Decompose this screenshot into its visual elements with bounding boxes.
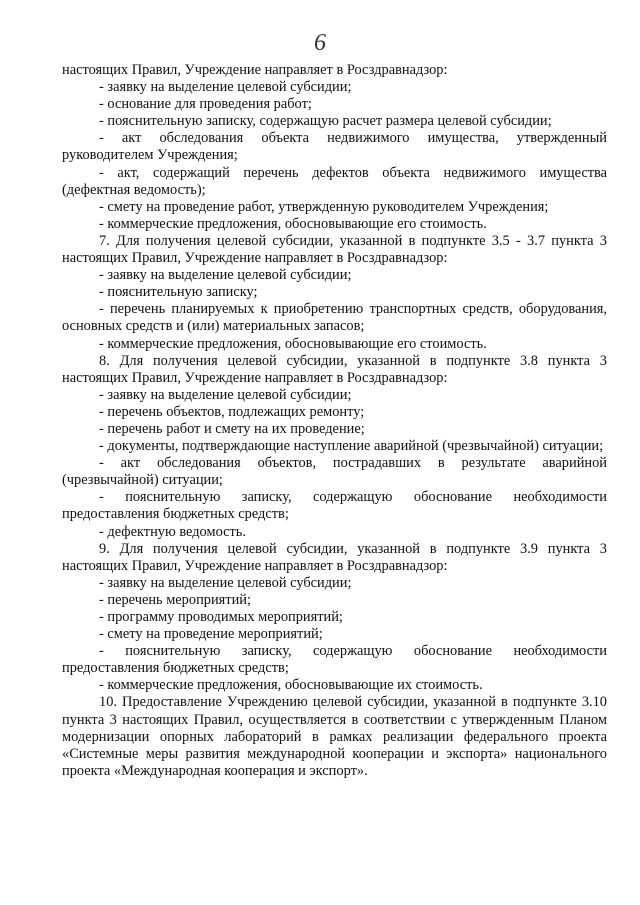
paragraph: - перечень работ и смету на их проведение;	[99, 420, 365, 437]
paragraph: 7. Для получения целевой субсидии, указанной в подпункте 3.5 - 3.7 пункта 3 настоящих Правил, Учреждение направляет в Росздравнадзор:	[62, 232, 607, 267]
page-number: 6	[314, 30, 326, 56]
paragraph: 10. Предоставление Учреждению целевой субсидии, указанной в подпункте 3.10 пункта 3 настоящих Правил, осуществляется в соответствии с утвержденным Планом модернизации опорных лабораторий в рамках реализации федерального проекта «Системные меры развития международной кооперации и экспорта» национального проекта «Международная кооперация и экспорт».	[62, 694, 607, 779]
paragraph: - заявку на выделение целевой субсидии;	[99, 267, 352, 284]
paragraph: - перечень объектов, подлежащих ремонту;	[99, 403, 365, 420]
paragraph: - акт обследования объектов, пострадавших в результате аварийной (чрезвычайной) ситуации;	[62, 455, 607, 489]
paragraph: - пояснительную записку, содержащую обоснование необходимости предоставления бюджетных средств;	[62, 643, 607, 677]
document-body	[62, 62, 607, 780]
paragraph: - заявку на выделение целевой субсидии;	[99, 386, 352, 403]
paragraph: - коммерческие предложения, обосновывающие его стоимость.	[99, 215, 487, 232]
paragraph: - пояснительную записку;	[99, 284, 258, 301]
paragraph: - заявку на выделение целевой субсидии;	[99, 574, 352, 591]
paragraph: - смету на проведение работ, утвержденную руководителем Учреждения;	[99, 198, 549, 215]
paragraph: - коммерческие предложения, обосновывающие их стоимость.	[99, 677, 483, 694]
paragraph: - акт обследования объекта недвижимого имущества, утвержденный руководителем Учреждения;	[62, 130, 607, 164]
paragraph: - документы, подтверждающие наступление аварийной (чрезвычайной) ситуации;	[99, 438, 604, 455]
paragraph: - программу проводимых мероприятий;	[99, 609, 343, 625]
paragraph: - коммерческие предложения, обосновывающие его стоимость.	[99, 335, 487, 352]
paragraph: 8. Для получения целевой субсидии, указанной в подпункте 3.8 пункта 3 настоящих Правил, Учреждение направляет в Росздравнадзор:	[62, 352, 607, 386]
paragraph: - пояснительную записку, содержащую расчет размера целевой субсидии;	[99, 113, 552, 130]
paragraph: - перечень планируемых к приобретению транспортных средств, оборудования, основных средств и (или) материальных запасов;	[62, 301, 607, 335]
paragraph: - дефектную ведомость.	[99, 523, 246, 540]
paragraph: - пояснительную записку, содержащую обоснование необходимости предоставления бюджетных средств;	[62, 489, 607, 523]
paragraph: настоящих Правил, Учреждение направляет в Росздравнадзор:	[62, 62, 448, 78]
paragraph: 9. Для получения целевой субсидии, указанной в подпункте 3.9 пункта 3 настоящих Правил, Учреждение направляет в Росздравнадзор:	[62, 540, 607, 574]
paragraph: - заявку на выделение целевой субсидии;	[99, 79, 352, 96]
paragraph: - перечень мероприятий;	[99, 591, 251, 608]
paragraph: - основание для проведения работ;	[99, 96, 312, 113]
paragraph: - акт, содержащий перечень дефектов объекта недвижимого имущества (дефектная ведомость);	[62, 164, 607, 198]
paragraph: - смету на проведение мероприятий;	[99, 626, 323, 643]
